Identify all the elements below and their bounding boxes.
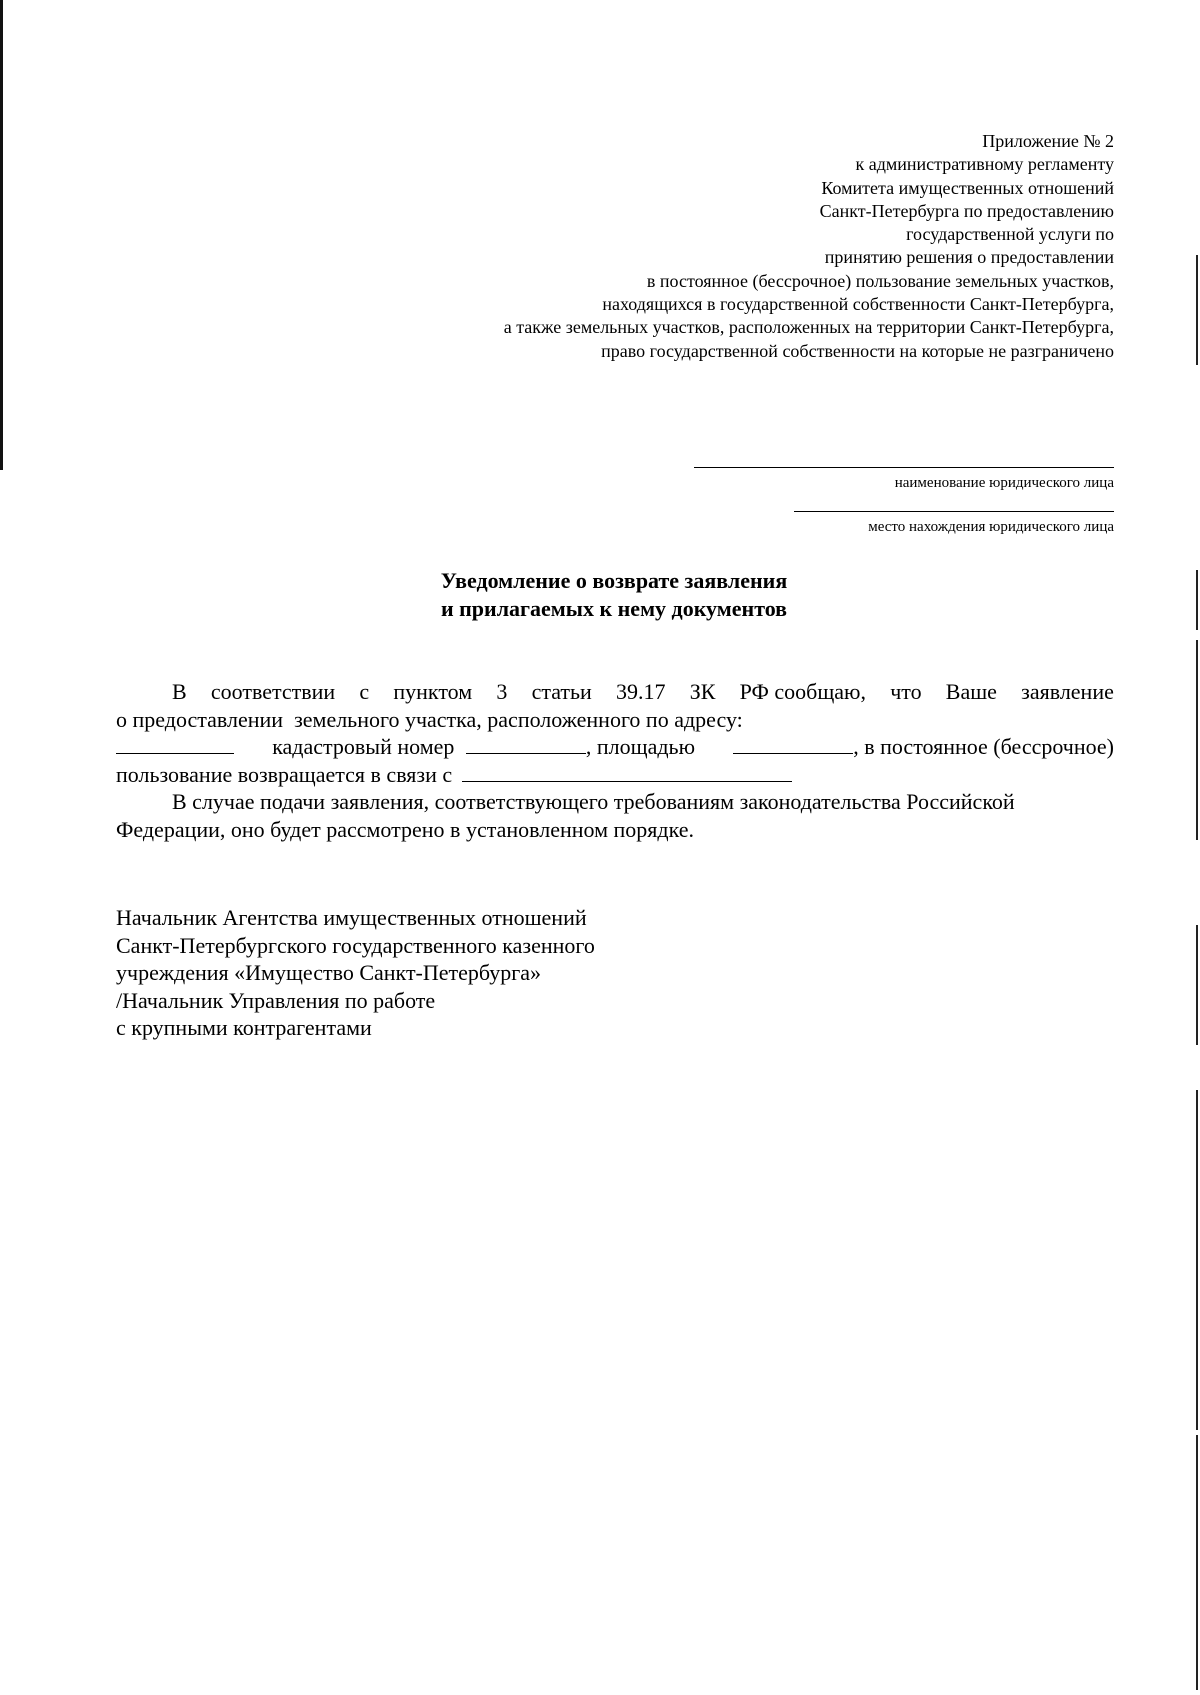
appendix-line: к административному регламенту	[855, 154, 1114, 175]
scan-edge-right	[1196, 255, 1198, 365]
address-blank[interactable]	[116, 733, 234, 754]
document-title	[0, 567, 1200, 623]
legal-entity-location-caption: место нахождения юридического лица	[868, 519, 1114, 535]
appendix-header	[504, 130, 1114, 363]
paragraph-1-line-3	[116, 733, 1114, 761]
signature-block	[116, 904, 595, 1042]
area-label: , площадью	[585, 734, 696, 759]
appendix-line: находящихся в государственной собственности Санкт-Петербурга,	[602, 294, 1114, 315]
signature-line: Начальник Агентства имущественных отношений	[116, 905, 587, 930]
paragraph-1-line-2: о предоставлении земельного участка, расположенного по адресу:	[116, 706, 743, 732]
scan-edge-right	[1196, 1090, 1198, 1430]
appendix-line: Санкт-Петербурга по предоставлению	[819, 200, 1114, 221]
area-blank[interactable]	[733, 733, 853, 754]
cadastral-segment	[272, 733, 695, 761]
word: 3	[496, 679, 508, 704]
scan-edge-right	[1196, 640, 1198, 840]
word: 39.17	[616, 679, 666, 704]
appendix-line: в постоянное (бессрочное) пользование земельных участков,	[646, 270, 1114, 291]
word: В	[172, 679, 187, 704]
scan-edge-right	[1196, 925, 1198, 1045]
legal-entity-name-line	[694, 467, 1114, 468]
word: заявление	[1021, 679, 1114, 704]
word: ЗК	[689, 679, 716, 704]
signature-line: Санкт-Петербургского государственного казенного	[116, 932, 595, 958]
word: РФ сообщаю,	[739, 679, 866, 704]
paragraph-1-line-1	[116, 678, 1114, 706]
return-reason-label: пользование возвращается в связи с	[116, 761, 453, 787]
appendix-line: право государственной собственности на которые не разграничено	[601, 340, 1114, 361]
usage-label: , в постоянное (бессрочное)	[853, 734, 1114, 759]
title-line-2: и прилагаемых к нему документов	[440, 596, 788, 621]
legal-entity-location-line	[794, 511, 1114, 512]
legal-entity-name-field[interactable]	[694, 467, 1114, 492]
scan-edge-right	[1196, 1435, 1198, 1690]
signature-line: учреждения «Имущество Санкт-Петербурга»	[116, 960, 542, 986]
word: соответствии	[210, 679, 336, 704]
signature-line: /Начальник Управления по работе	[116, 987, 436, 1013]
legal-entity-location-field[interactable]	[694, 511, 1114, 536]
appendix-line: государственной услуги по	[906, 224, 1114, 245]
cadastral-label: кадастровый номер	[272, 734, 455, 759]
cadastral-number-blank[interactable]	[466, 733, 586, 754]
appendix-line: а также земельных участков, расположенных на территории Санкт-Петербурга,	[503, 317, 1114, 338]
word: статьи	[531, 679, 592, 704]
paragraph-2-line-1: В случае подачи заявления, соответствующего требованиям законодательства Российской	[172, 789, 1015, 814]
word: Ваше	[945, 679, 997, 704]
appendix-line: принятию решения о предоставлении	[824, 247, 1114, 268]
word: что	[890, 679, 922, 704]
legal-entity-name-caption: наименование юридического лица	[894, 475, 1114, 491]
paragraph-1-line-4	[116, 761, 1114, 789]
signature-line: с крупными контрагентами	[116, 1015, 372, 1041]
word: пунктом	[393, 679, 473, 704]
area-segment	[733, 733, 1114, 761]
return-reason-blank[interactable]	[462, 761, 792, 782]
appendix-line: Комитета имущественных отношений	[821, 177, 1114, 198]
word: с	[359, 679, 370, 704]
scan-edge-left	[0, 0, 3, 470]
paragraph-2-line-2: Федерации, оно будет рассмотрено в установленном порядке.	[116, 816, 695, 842]
appendix-line: Приложение № 2	[982, 131, 1114, 151]
document-body	[116, 678, 1114, 843]
title-line-1: Уведомление о возврате заявления	[440, 568, 788, 593]
